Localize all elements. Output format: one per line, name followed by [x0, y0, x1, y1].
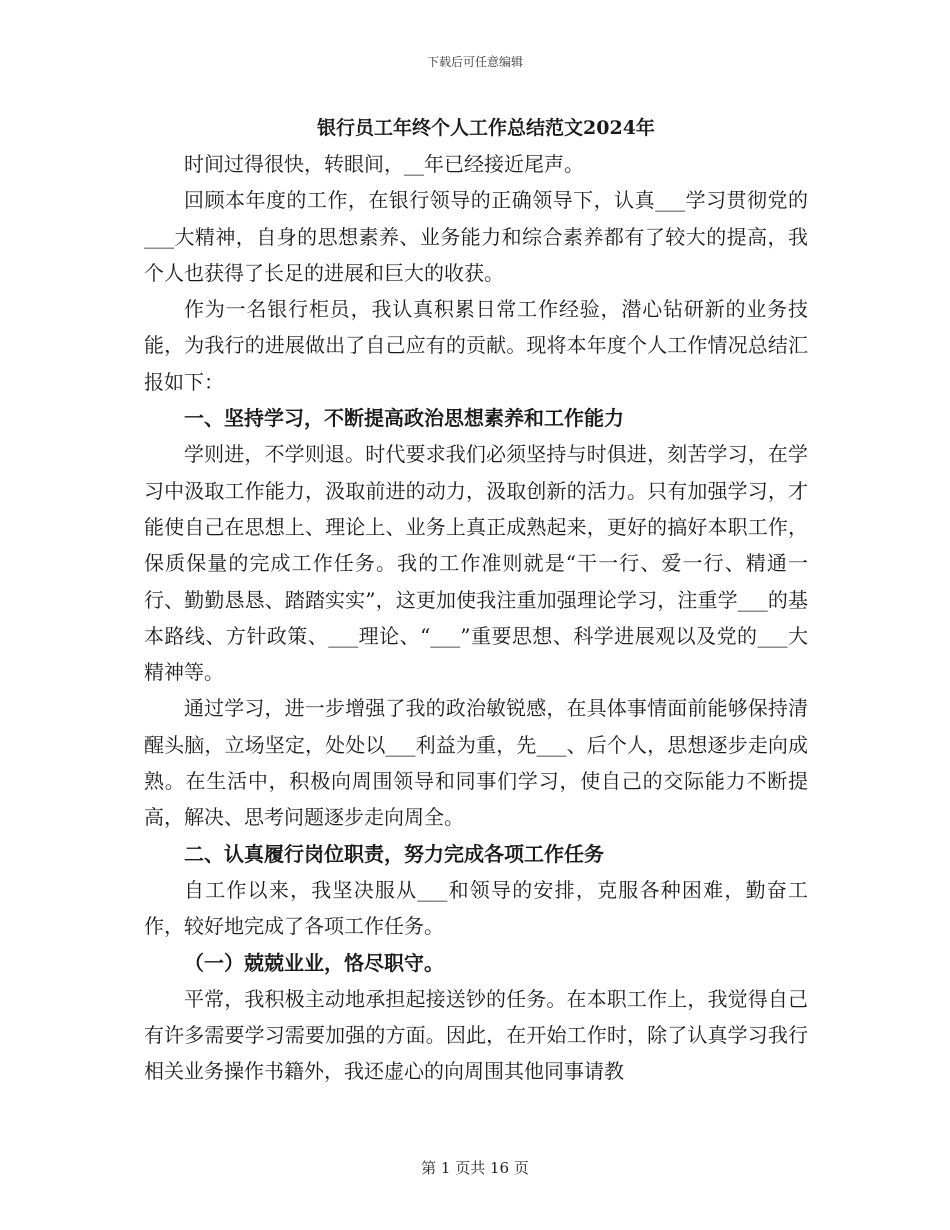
section-heading: 二、认真履行岗位职责，努力完成各项工作任务 — [184, 841, 604, 866]
paragraph: 自工作以来，我坚决服从___和领导的安排，克服各种困难，勤奋工作，较好地完成了各项工作任务。 — [144, 877, 808, 939]
paragraph: 作为一名银行柜员，我认真积累日常工作经验，潜心钻研新的业务技能，为我行的进展做出了自己应有的贡献。现将本年度个人工作情况总结汇报如下： — [144, 297, 808, 394]
page-number: 第 1 页共 16 页 — [421, 1159, 529, 1177]
section-heading: （一）兢兢业业，恪尽职守。 — [184, 950, 444, 975]
header-note: 下载后可任意编辑 — [426, 55, 523, 69]
document-body — [144, 110, 808, 1090]
section-heading: 一、坚持学习，不断提高政治思想素养和工作能力 — [184, 406, 624, 431]
document-title: 银行员工年终个人工作总结范文2024年 — [317, 117, 655, 139]
paragraph: 时间过得很快，转眼间，__年已经接近尾声。 — [184, 152, 584, 176]
paragraph: 学则进，不学则退。时代要求我们必须坚持与时俱进，刻苦学习，在学习中汲取工作能力，汲取前进的动力，汲取创新的活力。只有加强学习，才能使自己在思想上、理论上、业务上真正成熟起来，更好的搞好本职工作，保质保量的完成工作任务。我的工作准则就是“干一行、爱一行、精通一行、勤勤恳恳、踏踏实实”，这更加使我注重加强理论学习，注重学___的基本路线、方针政策、___理论、“___”重要思想、科学进展观以及党的___大精神等。 — [144, 442, 808, 685]
paragraph: 通过学习，进一步增强了我的政治敏锐感，在具体事情面前能够保持清醒头脑，立场坚定，处处以___利益为重，先___、后个人，思想逐步走向成熟。在生活中，积极向周围领导和同事们学习，使自己的交际能力不断提高，解决、思考问题逐步走向周全。 — [144, 696, 808, 830]
paragraph: 平常，我积极主动地承担起接送钞的任务。在本职工作上，我觉得自己有许多需要学习需要加强的方面。因此，在开始工作时，除了认真学习我行相关业务操作书籍外，我还虚心的向周围其他同事请教 — [144, 986, 808, 1084]
document-blocks — [144, 146, 808, 1090]
paragraph: 回顾本年度的工作，在银行领导的正确领导下，认真___学习贯彻党的___大精神，自身的思想素养、业务能力和综合素养都有了较大的提高，我个人也获得了长足的进展和巨大的收获。 — [144, 188, 808, 285]
